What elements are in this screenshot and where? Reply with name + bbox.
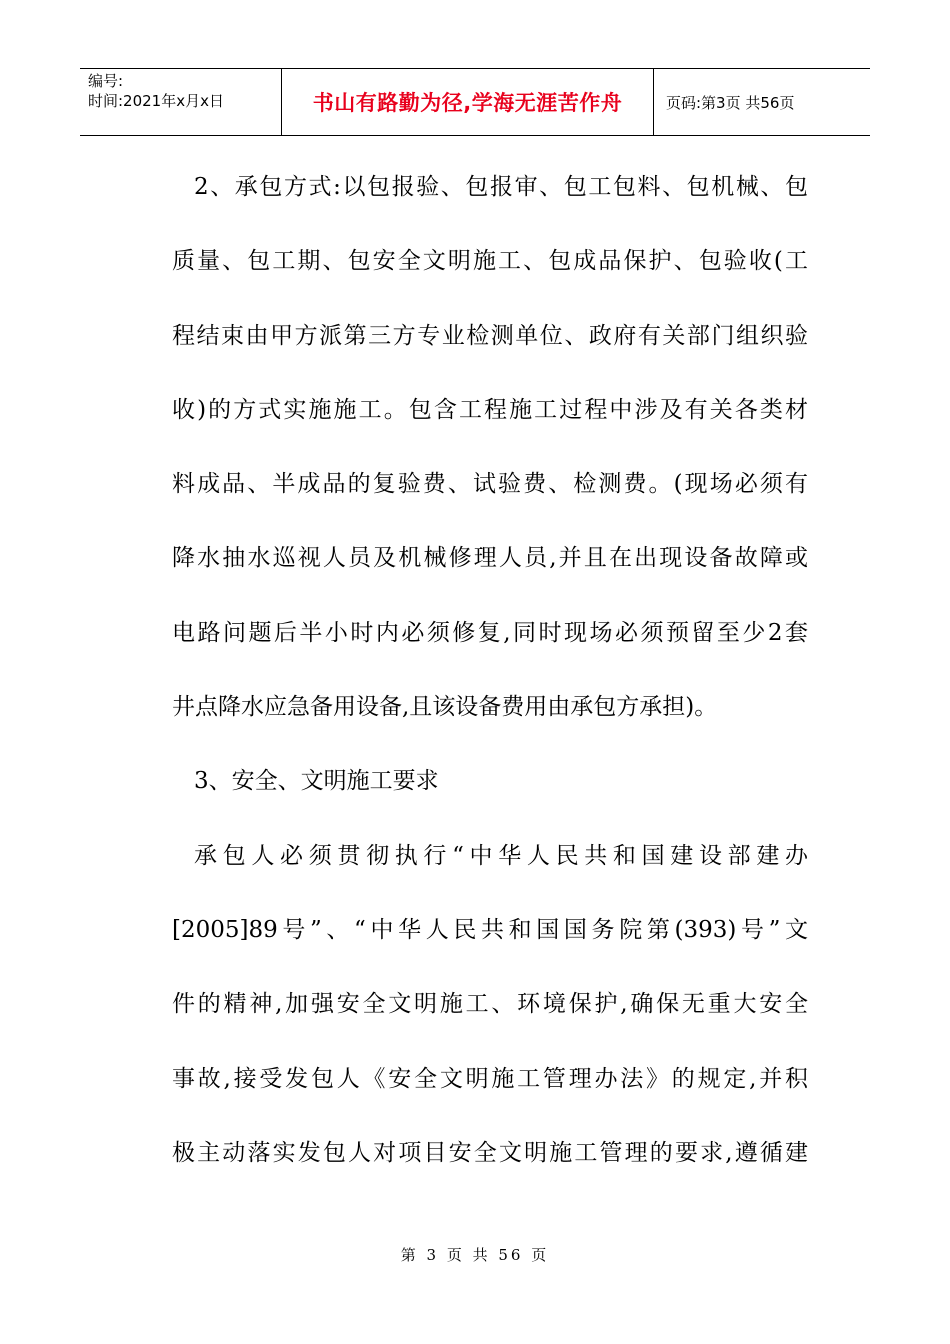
paragraph-line: [2005]89号”、“中华人民共和国国务院第(393)号”文	[172, 916, 808, 943]
code-label: 编号:	[88, 72, 124, 90]
header-meta	[80, 69, 281, 135]
paragraph-line: 电路问题后半小时内必须修复,同时现场必须预留至少2套	[172, 619, 808, 646]
paragraph-line: 程结束由甲方派第三方专业检测单位、政府有关部门组织验	[172, 322, 808, 349]
header-page-info: 页码:第3页 共56页	[666, 93, 795, 112]
paragraph-line: 2、承包方式:以包报验、包报审、包工包料、包机械、包	[194, 174, 808, 200]
paragraph-line: 事故,接受发包人《安全文明施工管理办法》的规定,并积	[172, 1065, 808, 1092]
paragraph-line: 件的精神,加强安全文明施工、环境保护,确保无重大安全	[172, 991, 808, 1018]
section-heading: 3、安全、文明施工要求	[194, 768, 439, 795]
paragraph-line: 降水抽水巡视人员及机械修理人员,并且在出现设备故障或	[172, 545, 808, 572]
paragraph-line: 极主动落实发包人对项目安全文明施工管理的要求,遵循建	[172, 1139, 808, 1166]
header-motto: 书山有路勤为径,学海无涯苦作舟	[281, 69, 654, 135]
paragraph-line: 收)的方式实施施工。包含工程施工过程中涉及有关各类材	[172, 396, 808, 423]
paragraph-line: 质量、包工期、包安全文明施工、包成品保护、包验收(工	[172, 248, 808, 275]
document-header	[80, 68, 870, 136]
paragraph-line: 井点降水应急备用设备,且该设备费用由承包方承担)。	[172, 694, 718, 721]
page-footer: 第 3 页 共 56 页	[400, 1246, 550, 1264]
document-body	[172, 162, 808, 1202]
paragraph-line: 承包人必须贯彻执行“中华人民共和国建设部建办	[194, 842, 808, 869]
paragraph-line: 料成品、半成品的复验费、试验费、检测费。(现场必须有	[172, 471, 808, 498]
time-label: 时间:2021年x月x日	[88, 92, 224, 110]
